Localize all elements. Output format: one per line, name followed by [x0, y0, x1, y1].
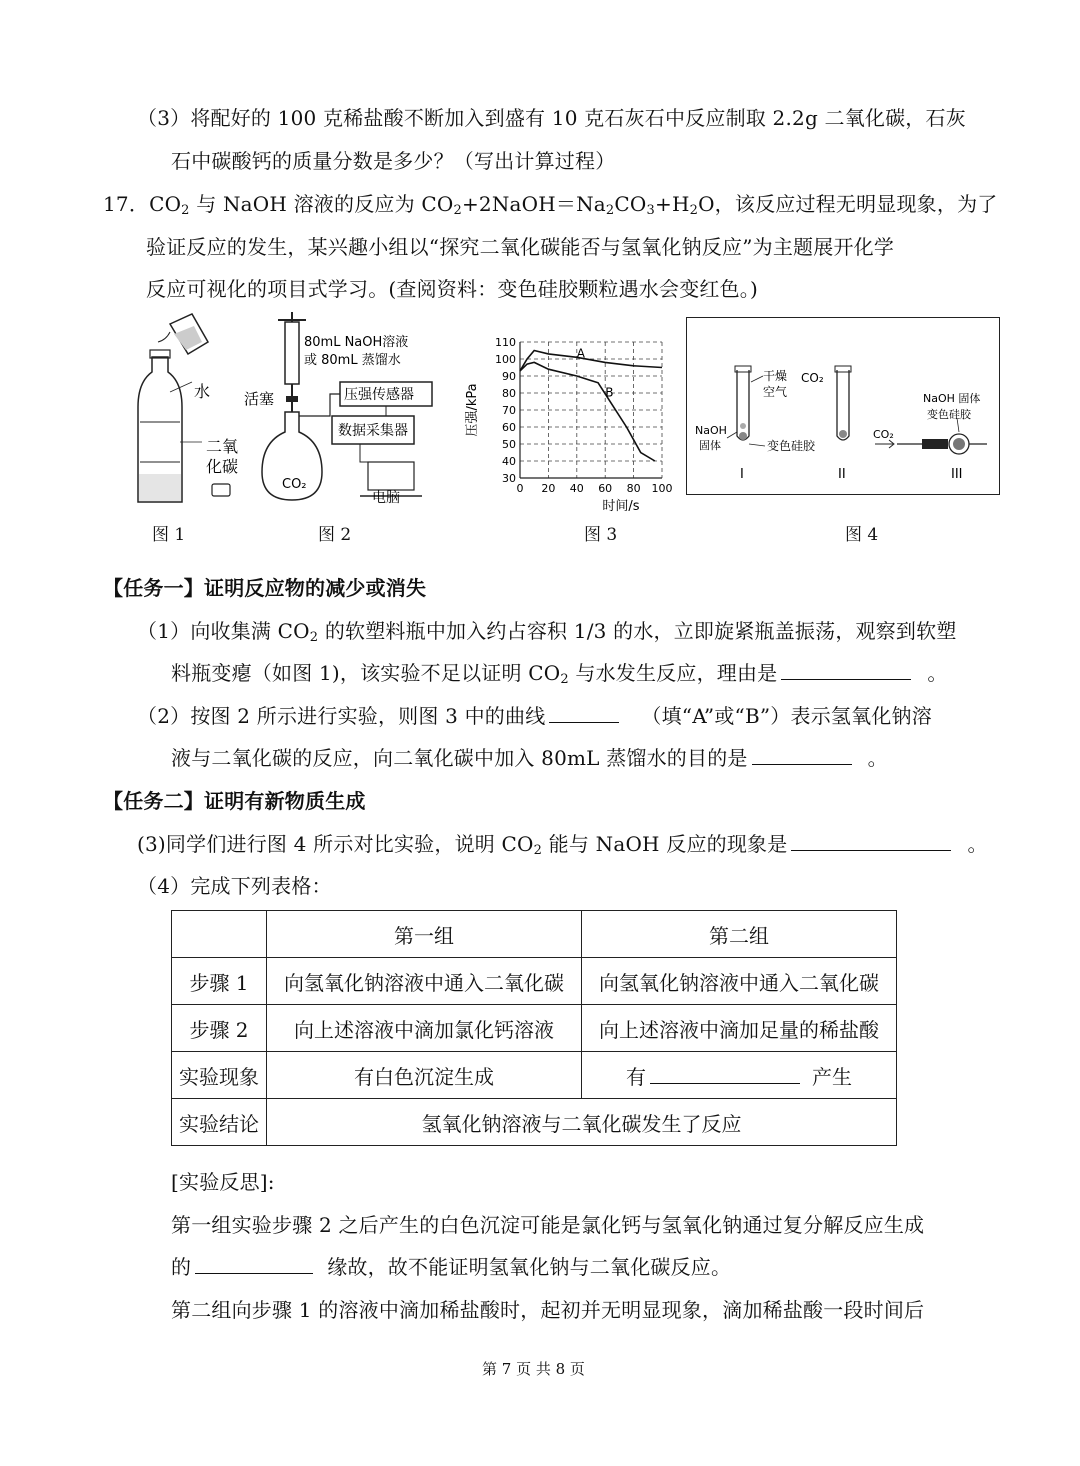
q17-text: CO [149, 192, 182, 216]
task2-q4: （4）完成下列表格： [137, 874, 332, 898]
task1-q1-end: 。 [927, 661, 948, 685]
table-cell-merged: 氢氧化钠溶液与二氧化碳发生了反应 [267, 1099, 897, 1146]
reflection-line2 [171, 1251, 731, 1280]
reflection-line3: 第二组向步骤 1 的溶液中滴加稀盐酸时，起初并无明显现象，滴加稀盐酸一段时间后 [171, 1298, 925, 1322]
table-row-head: 实验现象 [172, 1052, 267, 1099]
y-axis-label: 压强/kPa [465, 383, 480, 437]
y-tick-label: 90 [502, 370, 516, 383]
table-cell: 有白色沉淀生成 [267, 1052, 582, 1099]
reflection-text: 缘故，故不能证明氢氧化钠与二氧化碳反应。 [327, 1255, 732, 1279]
table-header-group1: 第一组 [267, 911, 582, 958]
table-row-head: 实验结论 [172, 1099, 267, 1146]
y-tick-label: 60 [502, 421, 516, 434]
series-label-B: B [605, 385, 614, 400]
experiment-table [171, 910, 897, 1146]
y-tick-label: 30 [502, 472, 516, 485]
fig1-co2-label-b: 化碳 [206, 457, 239, 476]
q16-3-line1: （3）将配好的 100 克稀盐酸不断加入到盛有 10 克石灰石中反应制取 2.2g 二氧化碳，石灰 [137, 106, 966, 130]
task1-q2-text: （2）按图 2 所示进行实验，则图 3 中的曲线 [137, 704, 546, 728]
table-cell: 向氢氧化钠溶液中通入二氧化碳 [267, 958, 582, 1005]
q17-text: +2NaOH＝Na [461, 192, 606, 216]
answer-blank-q1[interactable] [781, 659, 911, 680]
table-cell: 向上述溶液中滴加足量的稀盐酸 [582, 1005, 897, 1052]
fig2-sensor-label: 压强传感器 [344, 387, 414, 403]
task2-q3: (3)同学们进行图 4 所示对比实验，说明 $CO_2$ 能与 NaOH 反应的现象是 。 [137, 832, 988, 858]
answer-blank-q2-curve[interactable] [549, 702, 619, 723]
y-tick-label: 50 [502, 438, 516, 451]
task2-q3-end: 。 [967, 832, 988, 856]
reflection-line1: 第一组实验步骤 2 之后产生的白色沉淀可能是氯化钙与氢氧化钠通过复分解反应生成 [171, 1213, 925, 1237]
fig4-caption: 图 4 [845, 525, 879, 545]
fig4-tube3-label: III [951, 467, 963, 482]
task1-q2-end: 。 [867, 746, 888, 770]
fig2-liquid-label-a: 80mL NaOH溶液 [304, 335, 409, 350]
fig4-naoh-solid-label: NaOH 固体 [923, 392, 981, 405]
task1-q2-text: （填“A”或“B”）表示氢氧化钠溶 [641, 704, 932, 728]
answer-blank-reflection[interactable] [195, 1253, 313, 1274]
table-row [172, 911, 897, 958]
fig3-caption: 图 3 [584, 525, 618, 545]
y-tick-label: 100 [495, 353, 516, 366]
table-row-head: 步骤 2 [172, 1005, 267, 1052]
fig4-naoh-label-b: 固体 [699, 439, 721, 452]
table-cell: 向上述溶液中滴加氯化钙溶液 [267, 1005, 582, 1052]
task1-q2-line2 [171, 742, 888, 771]
reflection-title: [实验反思]: [171, 1170, 275, 1194]
q17-intro-line1: 17．$CO_2$ 与 NaOH 溶液的反应为 $CO_2+2NaOH=Na_2CO_3+H_2O$，该反应过程无明显现象，为了 [103, 192, 998, 218]
fig2-collector-label: 数据采集器 [338, 423, 408, 439]
x-tick-label: 40 [569, 482, 584, 495]
q16-3-line2: 石中碳酸钙的质量分数是多少？（写出计算过程） [171, 149, 616, 173]
y-tick-label: 40 [502, 455, 516, 468]
table-cell-text: 有 [626, 1064, 646, 1089]
fig2-liquid-label-b: 或 80mL 蒸馏水 [304, 353, 401, 368]
task1-q2-text: 液与二氧化碳的反应，向二氧化碳中加入 80mL 蒸馏水的目的是 [171, 746, 748, 770]
q17-text: O，该反应过程无明显现象，为了 [698, 192, 998, 216]
series-line-A [520, 351, 662, 371]
q17-number: 17． [103, 192, 150, 216]
table-cell [582, 1052, 897, 1099]
task1-q1-line2: 料瓶变瘪（如图 1)，该实验不足以证明 $CO_2$ 与水发生反应，理由是 。 [171, 661, 948, 687]
task2-q3-text: 能与 NaOH 反应的现象是 [542, 832, 788, 856]
fig1-caption: 图 1 [152, 525, 186, 545]
y-tick-label: 110 [495, 336, 516, 349]
table-row [172, 1099, 897, 1146]
y-tick-label: 70 [502, 404, 516, 417]
x-tick-label: 80 [626, 482, 641, 495]
task1-q2-line1 [137, 700, 932, 729]
x-tick-label: 60 [598, 482, 613, 495]
task2-title: 【任务二】证明有新物质生成 [103, 789, 366, 813]
fig4-silica-label: 变色硅胶 [767, 439, 816, 453]
x-tick-label: 20 [541, 482, 556, 495]
reflection-text: 的 [171, 1255, 192, 1279]
q17-text: CO [614, 192, 647, 216]
figure-4 [686, 317, 1000, 495]
fig4-silica2-label: 变色硅胶 [927, 408, 971, 421]
series-label-A: A [576, 346, 586, 361]
task2-q3-text: (3)同学们进行图 4 所示对比实验，说明 CO [137, 832, 534, 856]
x-axis-label: 时间/s [602, 499, 640, 514]
table-cell-text: 产生 [812, 1064, 852, 1089]
q17-text: +H [654, 192, 690, 216]
fig4-tube1-label: I [740, 467, 744, 482]
task1-q1-text: 料瓶变瘪（如图 1)，该实验不足以证明 CO [171, 661, 561, 685]
fig1-co2-label-a: 二氧 [206, 437, 239, 456]
series-line-B [520, 362, 655, 461]
answer-blank-q2-purpose[interactable] [752, 744, 852, 765]
table-row [172, 1005, 897, 1052]
table-row [172, 958, 897, 1005]
q17-intro-line3: 反应可视化的项目式学习。(查阅资料：变色硅胶颗粒遇水会变红色。) [146, 277, 759, 301]
fig4-co2-arrow-label: CO₂ [873, 428, 894, 441]
q17-text: 与 NaOH 溶液的反应为 CO [189, 192, 454, 216]
figure-2 [240, 312, 450, 512]
task1-q1-text: 与水发生反应，理由是 [568, 661, 778, 685]
answer-blank-q4[interactable] [650, 1063, 800, 1084]
fig2-valve-label: 活塞 [244, 390, 275, 408]
fig4-co2-label: CO₂ [801, 371, 824, 385]
y-tick-label: 80 [502, 387, 516, 400]
table-header-group2: 第二组 [582, 911, 897, 958]
page-footer: 第 7 页 共 8 页 [482, 1360, 585, 1378]
x-tick-label: 0 [516, 482, 524, 495]
fig2-flask-label: CO₂ [282, 477, 307, 492]
fig4-dry-air-label-b: 空气 [763, 385, 788, 399]
table-row [172, 1052, 897, 1099]
fig2-caption: 图 2 [318, 525, 352, 545]
figure-3-chart [462, 332, 677, 517]
x-tick-label: 100 [651, 482, 673, 495]
fig4-naoh-label-a: NaOH [695, 424, 727, 437]
task1-q1-line1: （1）向收集满 $CO_2$ 的软塑料瓶中加入约占容积 1/3 的水，立即旋紧瓶盖振荡，观察到软塑 [137, 619, 957, 645]
table-cell [172, 911, 267, 958]
task1-q1-text: （1）向收集满 CO [137, 619, 310, 643]
q17-intro-line2: 验证反应的发生，某兴趣小组以“探究二氧化碳能否与氢氧化钠反应”为主题展开化学 [146, 235, 895, 259]
answer-blank-q3[interactable] [791, 830, 951, 851]
fig1-water-label: 水 [194, 382, 211, 401]
table-row-head: 步骤 1 [172, 958, 267, 1005]
task1-q1-text: 的软塑料瓶中加入约占容积 1/3 的水，立即旋紧瓶盖振荡，观察到软塑 [318, 619, 957, 643]
task1-title: 【任务一】证明反应物的减少或消失 [103, 576, 427, 600]
table-cell: 向氢氧化钠溶液中通入二氧化碳 [582, 958, 897, 1005]
fig4-dry-air-label-a: 干燥 [763, 369, 788, 383]
fig4-tube2-label: II [838, 467, 846, 482]
fig2-computer-label: 电脑 [372, 490, 400, 506]
